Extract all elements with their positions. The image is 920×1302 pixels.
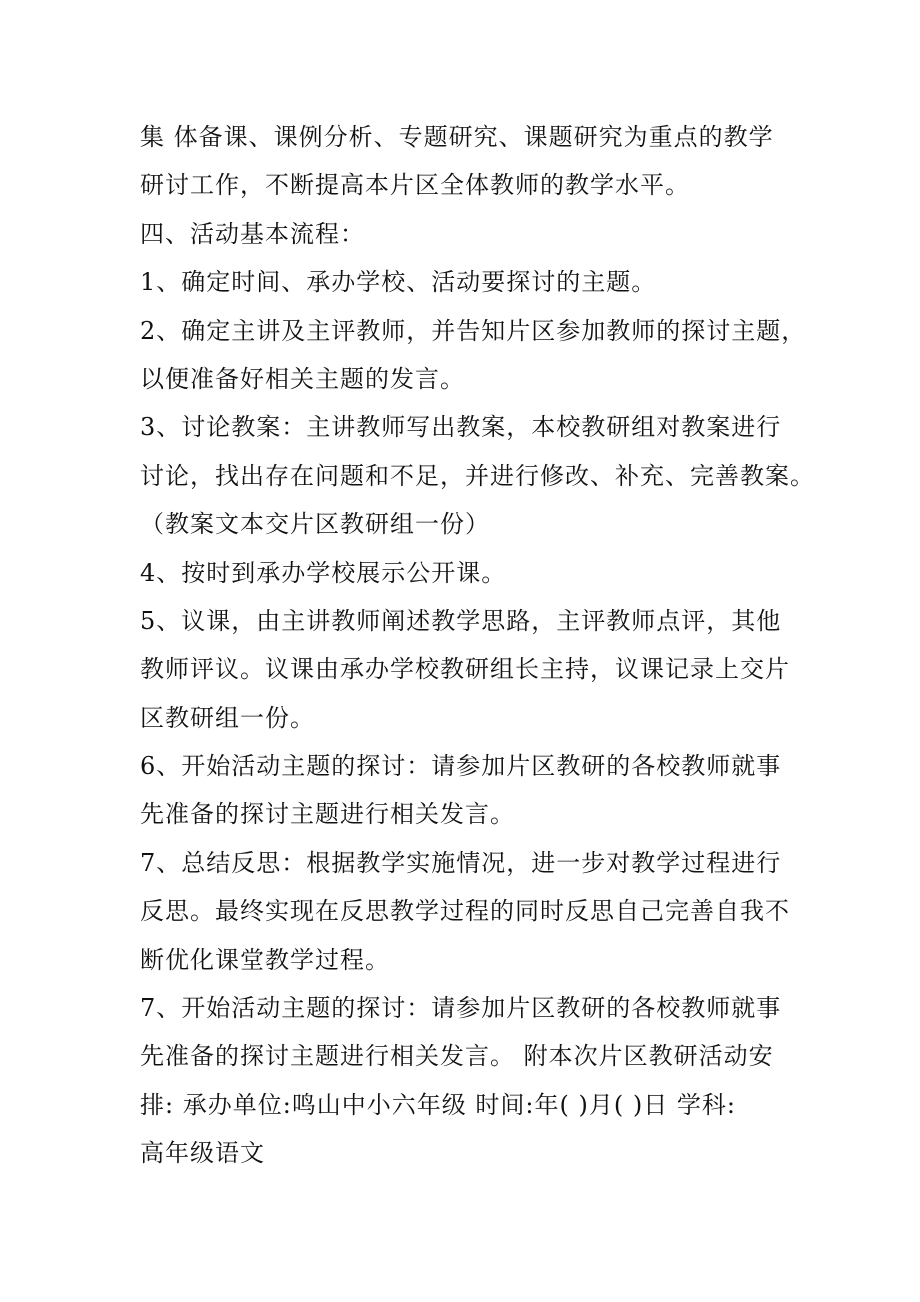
text-line: 5、议课，由主讲教师阐述教学思路，主评教师点评，其他 (140, 606, 782, 635)
text-line: 区教研组一份。 (140, 703, 315, 732)
text-line: 先准备的探讨主题进行相关发言。 (140, 800, 515, 829)
text-line: 排: 承办单位:鸣山中小六年级 时间:年( )月( )日 学科: (140, 1090, 736, 1119)
document-page (140, 113, 820, 1178)
text-line: 断优化课堂教学过程。 (140, 945, 390, 974)
text-line: 高年级语文 (140, 1139, 265, 1168)
section-heading: 四、活动基本流程： (140, 219, 365, 248)
text-line: 先准备的探讨主题进行相关发言。 附本次片区教研活动安 (140, 1042, 774, 1071)
text-line: （教案文本交片区教研组一份） (140, 510, 490, 539)
text-line: 讨论，找出存在问题和不足，并进行修改、补充、完善教案。 (140, 461, 815, 490)
text-line: 集 体备课、课例分析、专题研究、课题研究为重点的教学 (140, 123, 774, 151)
text-line: 7、总结反思：根据教学实施情况，进一步对教学过程进行 (140, 848, 782, 877)
text-line: 教师评议。议课由承办学校教研组长主持，议课记录上交片 (140, 655, 790, 684)
text-line: 7、开始活动主题的探讨：请参加片区教研的各校教师就事 (140, 994, 782, 1023)
text-line: 反思。最终实现在反思教学过程的同时反思自己完善自我不 (140, 897, 790, 926)
text-line: 4、按时到承办学校展示公开课。 (140, 558, 507, 587)
text-line: 1、确定时间、承办学校、活动要探讨的主题。 (140, 268, 657, 297)
text-line: 6、开始活动主题的探讨：请参加片区教研的各校教师就事 (140, 752, 782, 781)
text-line: 以便准备好相关主题的发言。 (140, 364, 465, 393)
text-line: 2、确定主讲及主评教师，并告知片区参加教师的探讨主题， (140, 316, 807, 345)
text-line: 研讨工作，不断提高本片区全体教师的教学水平。 (140, 171, 690, 200)
text-line: 3、讨论教案：主讲教师写出教案，本校教研组对教案进行 (140, 413, 782, 442)
